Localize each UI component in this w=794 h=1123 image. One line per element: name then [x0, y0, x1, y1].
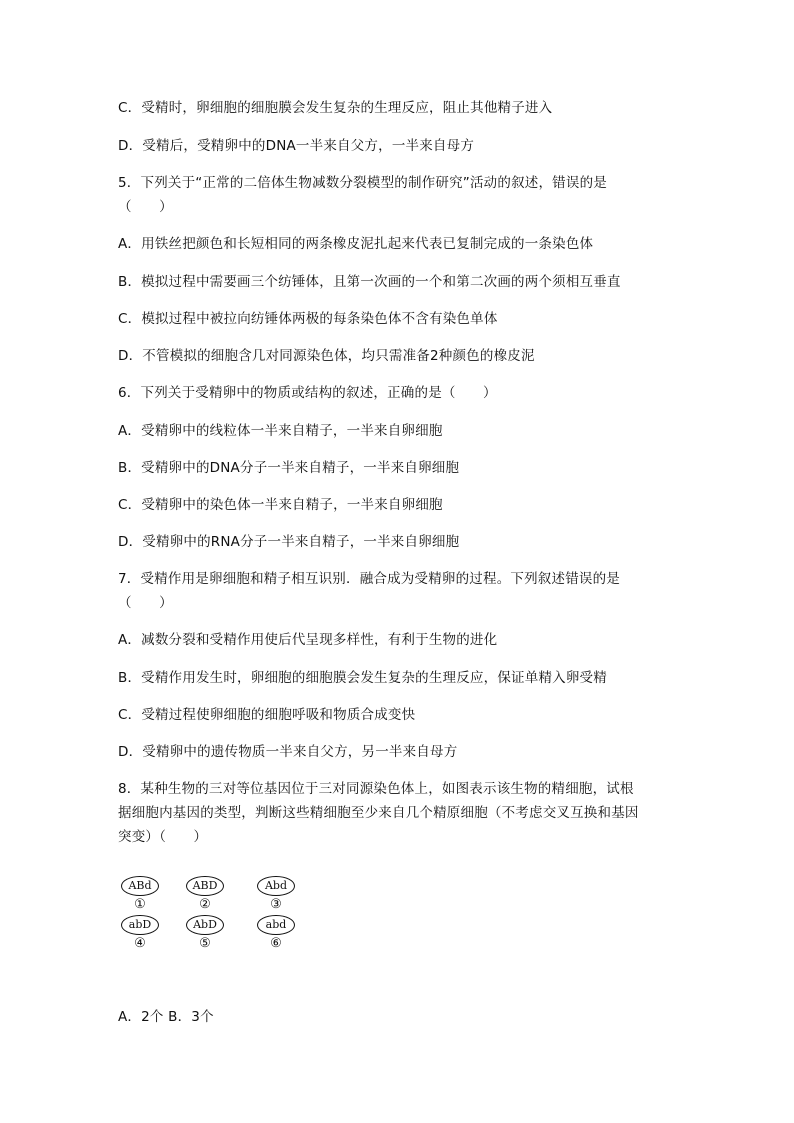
option-d: D．不管模拟的细胞含几对同源染色体，均只需准备2种颜色的橡皮泥	[118, 348, 535, 364]
question-7-blank: （ ）	[118, 595, 173, 611]
option-a: A．减数分裂和受精作用使后代呈现多样性，有利于生物的进化	[118, 632, 498, 648]
option-d: D．受精卵中的遗传物质一半来自父方，另一半来自母方	[118, 744, 458, 760]
cell-genes: ABd	[121, 876, 159, 896]
question-8-stem-end: 突变）（ ）	[118, 829, 208, 845]
cell-genes: Abd	[257, 876, 295, 896]
cell-number: ①	[134, 897, 146, 912]
sperm-cell	[118, 876, 162, 912]
cell-number: ⑤	[199, 936, 211, 951]
option-b: B．模拟过程中需要画三个纺锤体，且第一次画的一个和第二次画的两个须相互垂直	[118, 274, 621, 290]
sperm-cell	[254, 915, 298, 951]
option-b: B．受精作用发生时，卵细胞的细胞膜会发生复杂的生理反应，保证单精入卵受精	[118, 670, 607, 686]
option-c: C．受精时，卵细胞的细胞膜会发生复杂的生理反应，阻止其他精子进入	[118, 100, 553, 116]
question-8-stem: 8．某种生物的三对等位基因位于三对同源染色体上，如图表示该生物的精细胞，试根	[118, 781, 634, 797]
sperm-cell	[183, 915, 227, 951]
cell-number: ⑥	[270, 936, 282, 951]
sperm-cell	[118, 915, 162, 951]
option-d: D．受精后，受精卵中的DNA一半来自父方，一半来自母方	[118, 138, 475, 154]
cell-genes: abd	[257, 915, 295, 935]
question-8-stem-cont: 据细胞内基因的类型，判断这些精细胞至少来自几个精原细胞（不考虑交叉互换和基因	[118, 805, 639, 821]
answer-options: A．2个 B．3个	[118, 1009, 214, 1025]
option-a: A．受精卵中的线粒体一半来自精子，一半来自卵细胞	[118, 423, 443, 439]
option-a: A．用铁丝把颜色和长短相同的两条橡皮泥扎起来代表已复制完成的一条染色体	[118, 236, 594, 252]
question-7-stem: 7．受精作用是卵细胞和精子相互识别．融合成为受精卵的过程。下列叙述错误的是	[118, 571, 620, 587]
option-c: C．受精过程使卵细胞的细胞呼吸和物质合成变快	[118, 707, 416, 723]
question-5-blank: （ ）	[118, 199, 173, 215]
option-c: C．模拟过程中被拉向纺锤体两极的每条染色体不含有染色单体	[118, 311, 498, 327]
question-5-stem: 5．下列关于“正常的二倍体生物减数分裂模型的制作研究”活动的叙述，错误的是	[118, 175, 607, 191]
cell-genes: abD	[121, 915, 159, 935]
question-6-stem: 6．下列关于受精卵中的物质或结构的叙述，正确的是（ ）	[118, 385, 497, 401]
cell-genes: ABD	[186, 876, 224, 896]
option-b: B．受精卵中的DNA分子一半来自精子，一半来自卵细胞	[118, 460, 460, 476]
sperm-cell	[254, 876, 298, 912]
cell-number: ④	[134, 936, 146, 951]
sperm-cell	[183, 876, 227, 912]
sperm-cell-figure	[118, 876, 318, 966]
option-c: C．受精卵中的染色体一半来自精子，一半来自卵细胞	[118, 497, 443, 513]
option-d: D．受精卵中的RNA分子一半来自精子，一半来自卵细胞	[118, 534, 460, 550]
cell-number: ③	[270, 897, 282, 912]
cell-genes: AbD	[186, 915, 224, 935]
cell-number: ②	[199, 897, 211, 912]
